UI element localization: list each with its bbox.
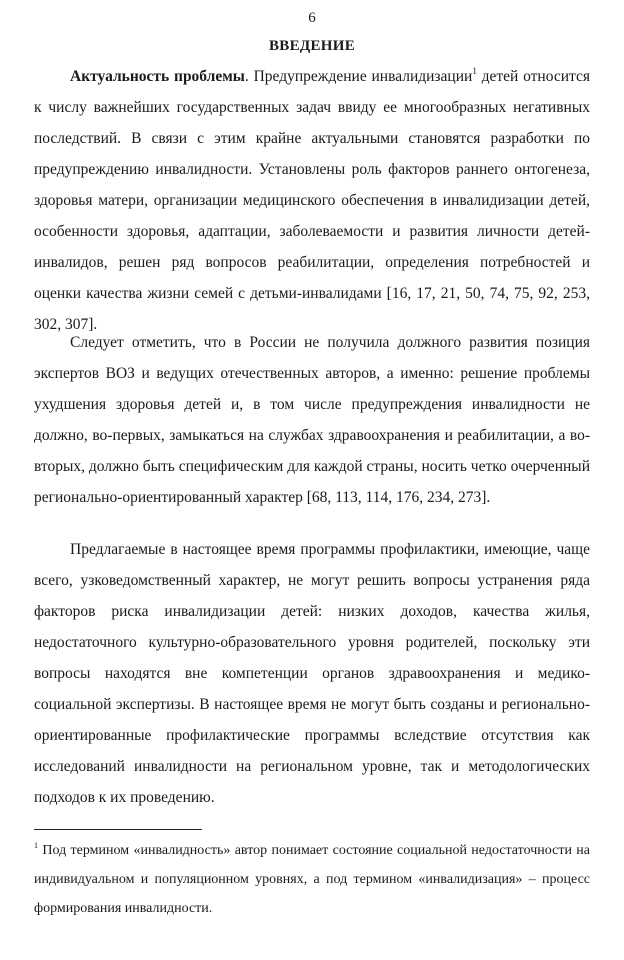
footnote-separator	[34, 829, 202, 830]
footnote	[34, 836, 590, 923]
paragraph-relevance	[34, 61, 590, 340]
paragraph-prevention-programs	[34, 534, 590, 813]
paragraph-who-position	[34, 327, 590, 513]
page-number: 6	[308, 10, 316, 26]
footnote-mark: 1	[34, 841, 38, 850]
run-in-heading: Актуальность проблемы	[70, 68, 245, 85]
footnote-reference[interactable]: 1	[472, 66, 477, 76]
section-heading: ВВЕДЕНИЕ	[268, 38, 356, 54]
paragraph-text: детей относится к числу важнейших государственных задач ввиду ее многообразных негативных последствий. В связи с этим крайне актуальными становятся разработки по предупреждению инвалидности. Установлены роль факторов раннего онтогенеза, здоровья матери, организации медицинского обеспечения в инвалидизации детей, особенности здоровья, адаптации, заболеваемости и развития личности детей-инвалидов, решен ряд вопросов реабилитации, определения потребностей и оценки качества жизни семей с детьми-инвалидами [16, 17, 21, 50, 74, 75, 92, 253, 302, 307].	[34, 68, 590, 333]
paragraph-text: Предлагаемые в настоящее время программы профилактики, имеющие, чаще всего, узковедомственный характер, не могут решить вопросы устранения ряда факторов риска инвалидизации детей: низких доходов, качества жилья, недостаточного культурно-образовательного уровня родителей, поскольку эти вопросы находятся вне компетенции органов здравоохранения и медико-социальной экспертизы. В настоящее время не могут быть созданы и регионально-ориентированные профилактические программы вследствие отсутствия как исследований инвалидности на региональном уровне, так и методологических подходов к их проведению.	[34, 541, 590, 806]
footnote-text: Под термином «инвалидность» автор понимает состояние социальной недостаточности на индивидуальном и популяционном уровнях, а под термином «инвалидизация» – процесс формирования инвалидности.	[34, 843, 590, 916]
paragraph-text: . Предупреждение инвалидизации	[244, 68, 473, 85]
paragraph-text: Следует отметить, что в России не получила должного развития позиция экспертов ВОЗ и ведущих отечественных авторов, а именно: решение проблемы ухудшения здоровья детей и, в том числе предупреждения инвалидности не должно, во-первых, замыкаться на службах здравоохранения и реабилитации, а во-вторых, должно быть специфическим для каждой страны, носить четко очерченный регионально-ориентированный характер [68, 113, 114, 176, 234, 273].	[34, 334, 590, 506]
